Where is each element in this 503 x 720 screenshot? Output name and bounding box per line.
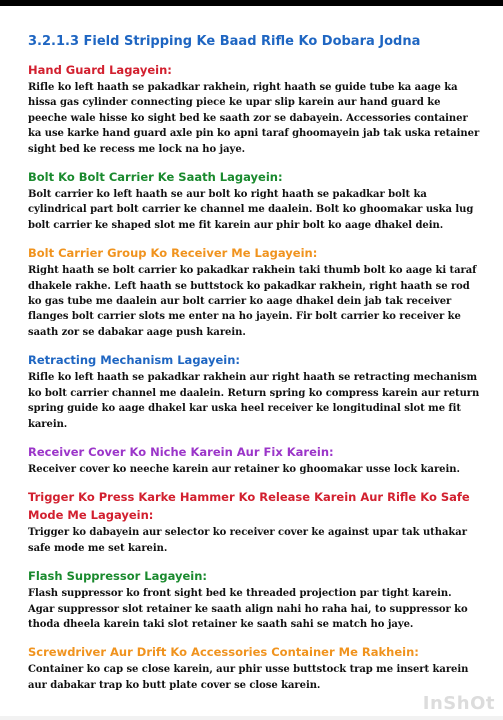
section-heading: Trigger Ko Press Karke Hammer Ko Release Karein Aur Rifle Ko Safe Mode Me Lagayein: xyxy=(28,490,470,523)
section-body: Rifle ko left haath se pakadkar rakhein, right haath se guide tube ka aage ka hissa gas cylinder connecting piece ke upar slip karein aur hand guard ke peeche wale hisse ko sight bed ke saath zor se dabayein. Accessories container ka use karke hand guard axle pin ko apni taraf ghoomayein jab tak uska retainer sight bed ke recess me lock na ho jaye. xyxy=(28,82,480,155)
document-title: 3.2.1.3 Field Stripping Ke Baad Rifle Ko Dobara Jodna xyxy=(28,34,421,49)
section-body: Trigger ko dabayein aur selector ko receiver cover ke against upar tak uthakar safe mode me set karein. xyxy=(28,527,467,554)
section-body: Right haath se bolt carrier ko pakadkar rakhein taki thumb bolt ko aage ki taraf dhakele rakhe. Left haath se buttstock ko pakadkar rakhein, right haath se rod ko gas tube me daalein aur bolt carrier ko aage dhakel dein jab tak receiver flanges bolt carrier slots me enter na ho jayein. Fir bolt carrier ko receiver ke saath zor se dabakar aage push karein. xyxy=(28,265,477,338)
section-receiver-cover xyxy=(28,443,480,477)
section-trigger-safe-mode xyxy=(28,488,480,556)
section-body: Receiver cover ko neeche karein aur retainer ko ghoomakar usse lock karein. xyxy=(28,463,460,475)
section-body: Container ko cap se close karein, aur phir usse buttstock trap me insert karein aur dabakar trap ko butt plate cover se close karein. xyxy=(28,664,469,691)
section-heading: Hand Guard Lagayein: xyxy=(28,63,172,77)
section-body: Bolt carrier ko left haath se aur bolt ko right haath se pakadkar bolt ka cylindrical part bolt carrier ke channel me daalein. Bolt ko ghoomakar uska lug bolt carrier ke shaped slot me fit karein aur phir bolt ko aage dhakel dein. xyxy=(28,189,474,231)
inshot-watermark: InShOt xyxy=(422,693,495,714)
section-body: Rifle ko left haath se pakadkar rakhein aur right haath se retracting mechanism ko bolt carrier channel me daalein. Return spring ko compress karein aur return spring guide ko aage dhakel kar uska heel receiver ke longitudinal slot me fit karein. xyxy=(28,372,480,430)
bottom-edge-bar xyxy=(0,716,503,720)
section-heading: Bolt Ko Bolt Carrier Ke Saath Lagayein: xyxy=(28,170,283,185)
section-retracting-mechanism xyxy=(28,351,480,432)
section-heading: Flash Suppressor Lagayein: xyxy=(28,569,208,584)
section-heading: Retracting Mechanism Lagayein: xyxy=(28,353,240,368)
section-bolt-carrier-group xyxy=(28,244,480,340)
section-heading: Screwdriver Aur Drift Ko Accessories Container Me Rakhein: xyxy=(28,645,419,660)
section-flash-suppressor xyxy=(28,567,480,632)
top-edge-bar xyxy=(0,0,503,6)
section-body: Flash suppressor ko front sight bed ke threaded projection par tight karein. Agar suppressor slot retainer ke saath align nahi ho raha hai, to suppressor ko thoda dheela karein taki slot retainer ke saath sahi se match ho jaye. xyxy=(28,588,468,630)
section-hand-guard xyxy=(28,61,480,157)
document-page xyxy=(28,33,480,704)
section-accessories-container xyxy=(28,643,480,693)
section-bolt-carrier xyxy=(28,168,480,233)
section-heading: Bolt Carrier Group Ko Receiver Me Lagayein: xyxy=(28,246,318,261)
section-heading: Receiver Cover Ko Niche Karein Aur Fix Karein: xyxy=(28,444,334,459)
